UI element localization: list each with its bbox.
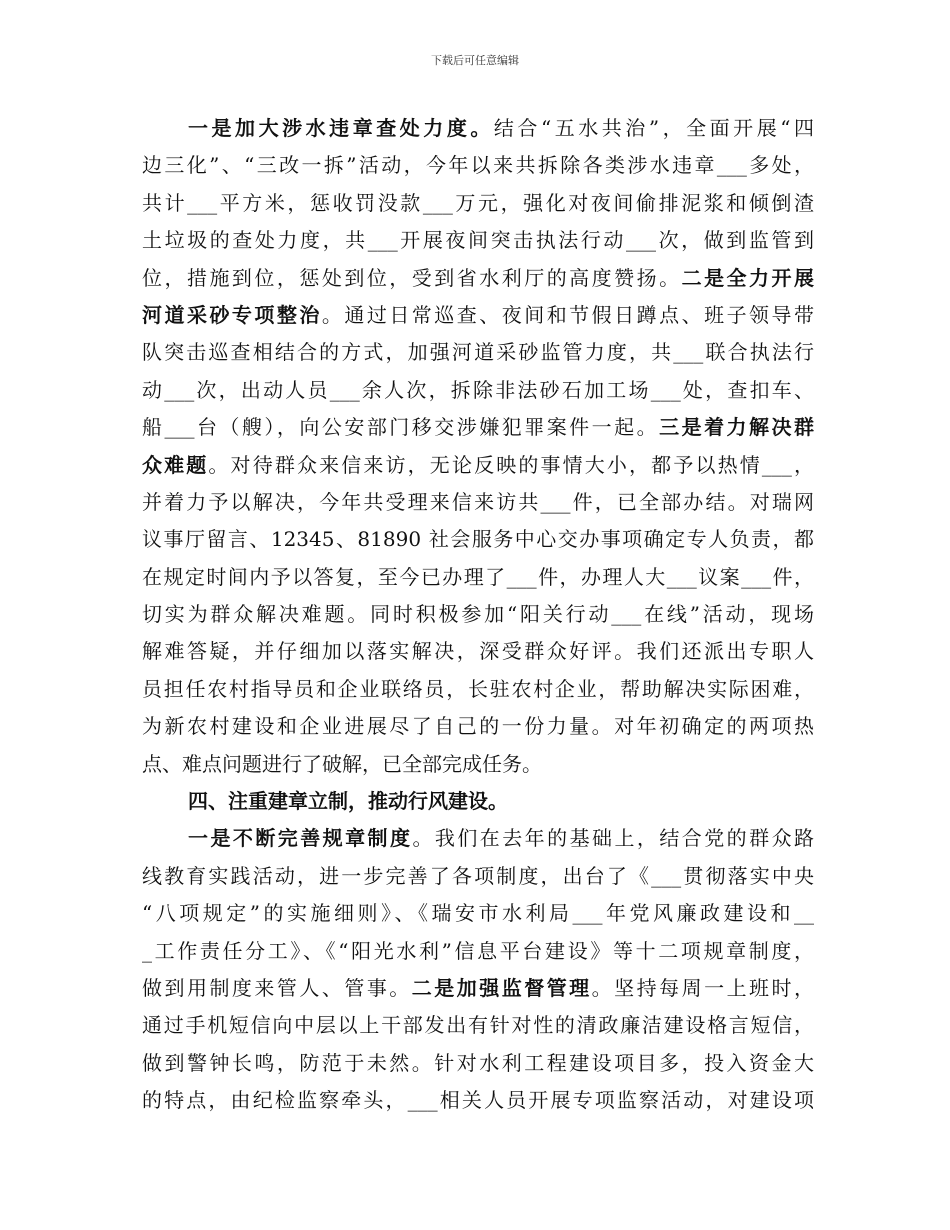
text-line [142, 222, 814, 259]
text-run: 做到警钟长鸣，防范于未然。针对水利工程建设项目多，投入资金大 [142, 1050, 814, 1075]
text-run: 共计___平方米，惩收罚没款___万元，强化对夜间偷排泥浆和倾倒渣 [142, 190, 814, 215]
text-run: 的特点，由纪检监察牵头，___相关人员开展专项监察活动，对建设项 [142, 1088, 814, 1113]
text-run: 。我们在去年的基础上，结合党的群众路 [412, 826, 815, 851]
bold-run: 一是加大涉水违章查处力度。 [188, 116, 494, 140]
text-run: 位，措施到位，惩处到位，受到省水利厅的高度赞扬。 [142, 265, 682, 290]
bold-run: 四、注重建章立制，推动行风建设。 [188, 789, 508, 814]
text-line [142, 110, 814, 147]
text-run: 。坚持每周一上班时， [591, 975, 815, 1000]
bold-run: 一是不断完善规章制度 [188, 826, 413, 851]
text-line [142, 895, 814, 932]
text-line [142, 1007, 814, 1044]
text-line [142, 147, 814, 184]
text-run: 为新农村建设和企业进展尽了自己的一份力量。对年初确定的两项热 [142, 714, 814, 739]
text-line [142, 1082, 814, 1119]
text-line [142, 334, 814, 371]
text-line [142, 297, 814, 334]
text-run: 在规定时间内予以答复，至今已办理了___件，办理人大___议案___件， [142, 564, 814, 589]
text-run: 通过手机短信向中层以上干部发出有针对性的清政廉洁建设格言短信， [142, 1013, 814, 1038]
text-line [142, 409, 814, 446]
text-run: 线教育实践活动，进一步完善了各项制度，出台了《___贯彻落实中央 [142, 863, 814, 888]
text-run: _工作责任分工》、《“阳光水利”信息平台建设》等十二项规章制度， [142, 938, 814, 963]
text-run: 队突击巡查相结合的方式，加强河道采砂监管力度，共___联合执法行 [142, 340, 814, 365]
text-line [142, 559, 814, 596]
text-line [142, 970, 814, 1007]
bold-run: 二是加强监督管理 [411, 975, 592, 1000]
text-line [142, 783, 814, 820]
bold-run: 河道采砂专项整治 [142, 302, 322, 327]
text-line [142, 596, 814, 633]
text-line [142, 372, 814, 409]
text-line [142, 858, 814, 895]
text-line [142, 1045, 814, 1082]
text-run: 员担任农村指导员和企业联络员，长驻农村企业，帮助解决实际困难， [142, 676, 814, 701]
text-run: 边三化”、“三改一拆”活动，今年以来共拆除各类涉水违章___多处， [142, 153, 814, 178]
text-run: 船___台（艘），向公安部门移交涉嫌犯罪案件一起。 [142, 415, 660, 440]
text-line [142, 185, 814, 222]
bold-run: 三是着力解决群 [659, 415, 815, 440]
text-run: “八项规定”的实施细则》、《瑞安市水利局___年党风廉政建设和__ [142, 901, 814, 926]
text-run: 土垃圾的查处力度，共___开展夜间突击执法行动___次，做到监管到 [142, 228, 814, 253]
text-run: 动___次，出动人员___余人次，拆除非法砂石加工场___处，查扣车、 [142, 377, 814, 402]
document-body [142, 110, 814, 1120]
bold-run: 二是全力开展 [681, 265, 815, 290]
text-line [142, 746, 814, 783]
text-line [142, 447, 814, 484]
text-line [142, 671, 814, 708]
text-run: 切实为群众解决难题。同时积极参加“阳关行动___在线”活动，现场 [142, 602, 814, 627]
text-run: 。对待群众来信来访，无论反映的事情大小，都予以热情___， [208, 452, 815, 477]
bold-run: 众难题 [142, 452, 209, 477]
text-line [142, 820, 814, 857]
text-run: 结合“五水共治”，全面开展“四 [493, 116, 815, 140]
text-line [142, 933, 814, 970]
text-run: 议事厅留言、12345、81890 社会服务中心交办事项确定专人负责，都 [142, 527, 814, 552]
text-line [142, 484, 814, 521]
text-run: 做到用制度来管人、管事。 [142, 975, 412, 1000]
text-run: 并着力予以解决，今年共受理来信来访共___件，已全部办结。对瑞网 [142, 489, 814, 514]
page-header: 下载后可任意编辑 [431, 54, 519, 67]
text-line [142, 633, 814, 670]
text-line [142, 708, 814, 745]
text-run: 点、难点问题进行了破解，已全部完成任务。 [142, 751, 542, 776]
text-line [142, 260, 814, 297]
text-line [142, 521, 814, 558]
text-run: 。通过日常巡查、夜间和节假日蹲点、班子领导带 [321, 302, 815, 327]
text-run: 解难答疑，并仔细加以落实解决，深受群众好评。我们还派出专职人 [142, 639, 814, 664]
